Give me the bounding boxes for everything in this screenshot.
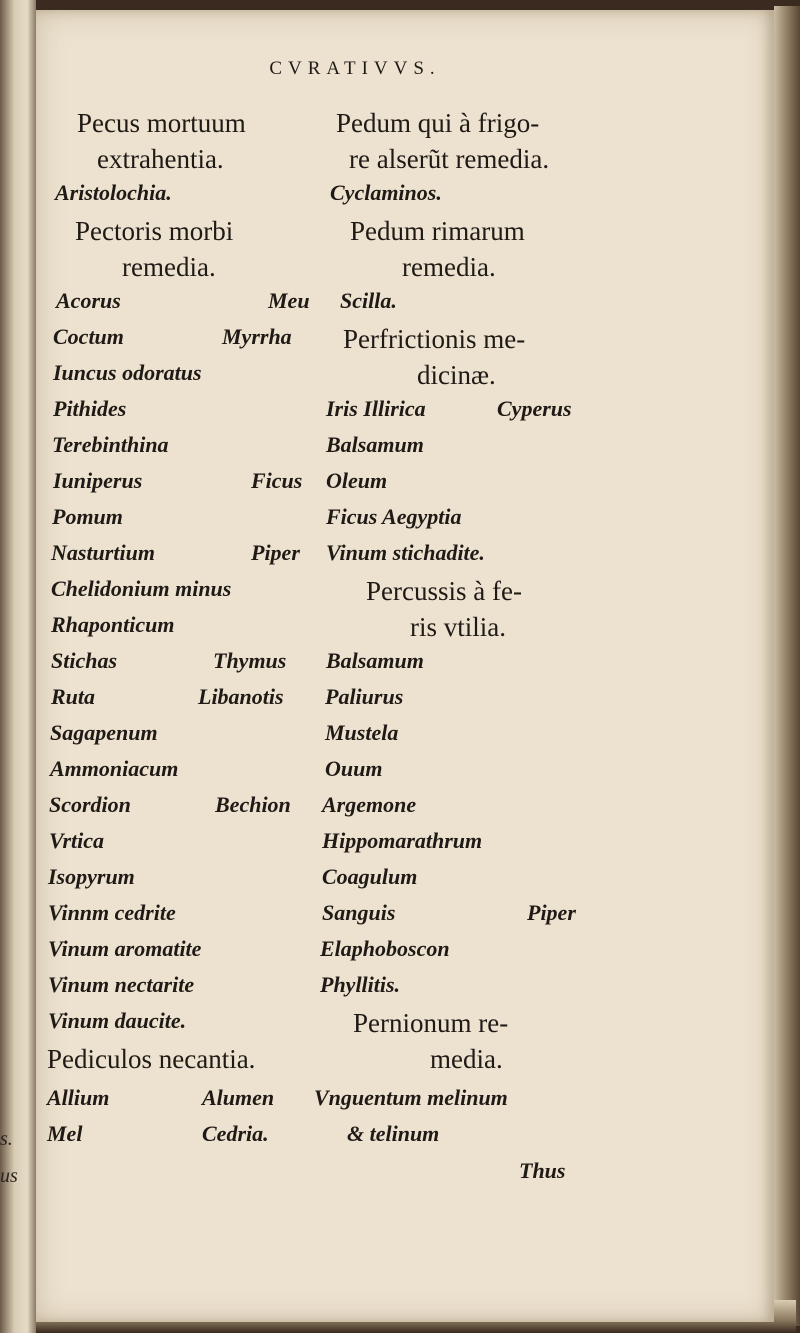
right-item: Hippomarathrum	[322, 828, 483, 853]
right-item: Coagulum	[322, 864, 418, 889]
left-heading: Pecus mortuum	[77, 108, 246, 138]
left-item: Iuncus odoratus	[53, 360, 202, 385]
right-item: Balsamum	[326, 648, 424, 673]
right-item: Phyllitis.	[320, 972, 401, 997]
facing-page-edge	[0, 0, 36, 1333]
right-item: Sanguis	[322, 900, 396, 925]
left-item: Myrrha	[222, 324, 292, 349]
right-heading: Pedum qui à frigo-	[336, 108, 540, 138]
catchword: Thus	[519, 1158, 566, 1183]
left-item: Libanotis	[198, 684, 284, 709]
right-item: Paliurus	[325, 684, 404, 709]
right-heading: remedia.	[402, 252, 496, 282]
facing-page-fragment: s.	[0, 1128, 13, 1150]
left-item: Ammoniacum	[50, 756, 179, 781]
right-item: Oleum	[326, 468, 388, 493]
left-item: Scordion	[49, 792, 131, 817]
left-item: Terebinthina	[52, 432, 169, 457]
left-item: Pomum	[52, 504, 123, 529]
left-item: Acorus	[56, 288, 121, 313]
left-item: Cedria.	[202, 1121, 269, 1146]
left-heading: Pediculos necantia.	[47, 1044, 256, 1074]
left-item: Piper	[251, 540, 300, 565]
right-item: Cyclaminos.	[330, 180, 442, 205]
right-item: Ouum	[325, 756, 383, 781]
left-item: Pithides	[53, 396, 127, 421]
left-item: Allium	[47, 1085, 110, 1110]
right-heading: Percussis à fe-	[366, 576, 522, 606]
left-item: Bechion	[215, 792, 291, 817]
left-item: Ruta	[51, 684, 96, 709]
left-heading: remedia.	[122, 252, 216, 282]
left-heading: extrahentia.	[97, 144, 224, 174]
facing-page-fragment: us	[0, 1165, 18, 1187]
right-item: & telinum	[347, 1121, 440, 1146]
left-item: Aristolochia.	[55, 180, 172, 205]
left-item: Vinnm cedrite	[48, 900, 176, 925]
book-fore-edge	[774, 6, 800, 1326]
right-item: Cyperus	[497, 396, 572, 421]
left-item: Sagapenum	[50, 720, 158, 745]
left-item: Alumen	[202, 1085, 275, 1110]
right-item: Mustela	[325, 720, 399, 745]
right-item: Ficus Aegyptia	[326, 504, 462, 529]
left-item: Stichas	[51, 648, 118, 673]
right-item: Elaphoboscon	[320, 936, 450, 961]
right-item: Balsamum	[326, 432, 424, 457]
right-item: Vnguentum melinum	[314, 1085, 508, 1110]
right-heading: Perfrictionis me-	[343, 324, 526, 354]
right-item: Argemone	[322, 792, 417, 817]
right-heading: Pedum rimarum	[350, 216, 525, 246]
right-item: Vinum stichadite.	[326, 540, 485, 565]
left-item: Iuniperus	[53, 468, 143, 493]
left-item: Isopyrum	[48, 864, 135, 889]
left-item: Mel	[47, 1121, 83, 1146]
right-heading: ris vtilia.	[410, 612, 506, 642]
right-heading: re alserũt remedia.	[349, 144, 550, 174]
left-item: Vinum daucite.	[48, 1008, 187, 1033]
right-heading: media.	[430, 1044, 503, 1074]
left-item: Chelidonium minus	[51, 576, 232, 601]
right-item: Piper	[527, 900, 576, 925]
right-item: Iris Illirica	[326, 396, 426, 421]
right-item: Scilla.	[340, 288, 397, 313]
left-item: Rhaponticum	[51, 612, 175, 637]
running-head: CVRATIVVS.	[269, 58, 441, 79]
left-item: Coctum	[53, 324, 124, 349]
left-item: Nasturtium	[51, 540, 155, 565]
left-item: Vrtica	[49, 828, 105, 853]
left-item: Ficus	[251, 468, 303, 493]
left-item: Vinum aromatite	[48, 936, 202, 961]
left-item: Meu	[268, 288, 310, 313]
left-heading: Pectoris morbi	[75, 216, 234, 246]
right-heading: Pernionum re-	[353, 1008, 509, 1038]
left-item: Vinum nectarite	[48, 972, 195, 997]
left-item: Thymus	[213, 648, 287, 673]
right-heading: dicinæ.	[417, 360, 496, 390]
